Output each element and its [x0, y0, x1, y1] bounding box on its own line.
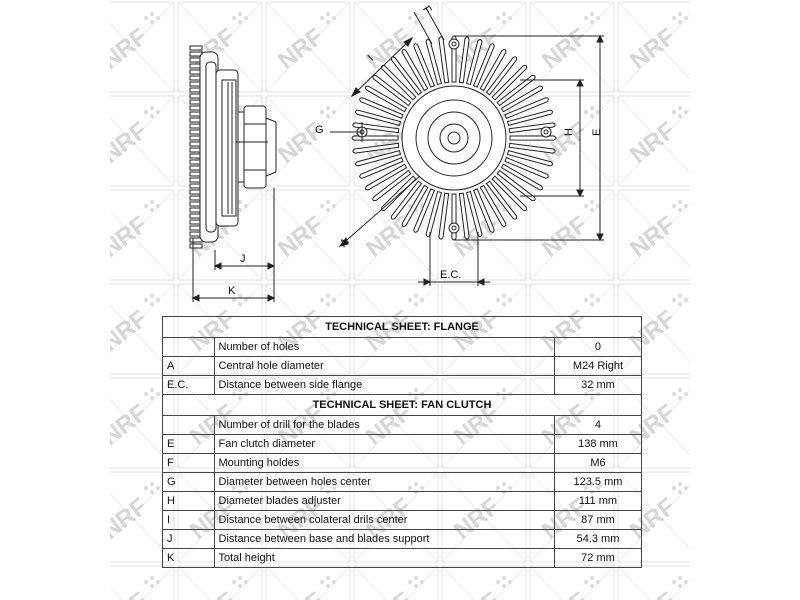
dimension-label-h: H [563, 128, 575, 136]
front-view [330, 8, 604, 286]
row-description: Number of drill for the blades [214, 416, 554, 435]
table-row [163, 530, 642, 549]
flange-section [163, 317, 642, 395]
dimension-label-a: A [337, 236, 352, 250]
row-code [163, 416, 215, 435]
row-code: F [163, 454, 215, 473]
side-view [190, 46, 276, 302]
row-code: G [163, 473, 215, 492]
row-description: Fan clutch diameter [214, 435, 554, 454]
table-row [163, 492, 642, 511]
table-row [163, 338, 642, 357]
fan-clutch-section-title: TECHNICAL SHEET: FAN CLUTCH [163, 395, 642, 416]
row-value: 123.5 mm [554, 473, 641, 492]
row-value: 72 mm [554, 549, 641, 568]
dimension-label-i: I [365, 53, 377, 64]
row-description: Distance between side flange [214, 376, 554, 395]
row-code: A [163, 357, 215, 376]
table-row [163, 511, 642, 530]
row-value: 0 [554, 338, 641, 357]
row-code: J [163, 530, 215, 549]
row-description: Diameter blades adjuster [214, 492, 554, 511]
table-row [163, 549, 642, 568]
row-value: M24 Right [554, 357, 641, 376]
fan-clutch-section [163, 395, 642, 568]
row-code: H [163, 492, 215, 511]
row-description: Total height [214, 549, 554, 568]
row-value: 138 mm [554, 435, 641, 454]
dimension-label-j: J [240, 253, 246, 265]
table-row [163, 416, 642, 435]
dimension-label-k: K [228, 285, 236, 297]
table-row [163, 376, 642, 395]
row-value: 87 mm [554, 511, 641, 530]
row-description: Number of holes [214, 338, 554, 357]
table-row [163, 435, 642, 454]
row-value: M6 [554, 454, 641, 473]
row-description: Diameter between holes center [214, 473, 554, 492]
dimension-label-g: G [315, 124, 324, 136]
row-code: I [163, 511, 215, 530]
row-value: 32 mm [554, 376, 641, 395]
table-row [163, 454, 642, 473]
row-code: K [163, 549, 215, 568]
row-code: E [163, 435, 215, 454]
row-code [163, 338, 215, 357]
row-value: 4 [554, 416, 641, 435]
dimension-label-f: F [419, 4, 434, 16]
row-code: E.C. [163, 376, 215, 395]
dimension-label-ec: E.C. [440, 269, 462, 281]
dimension-label-e: E [591, 128, 603, 136]
flange-section-title: TECHNICAL SHEET: FLANGE [163, 317, 642, 338]
row-description: Mounting holdes [214, 454, 554, 473]
row-value: 111 mm [554, 492, 641, 511]
row-value: 54.3 mm [554, 530, 641, 549]
row-description: Distance between colateral drils center [214, 511, 554, 530]
row-description: Central hole diameter [214, 357, 554, 376]
technical-sheet-table [162, 316, 642, 568]
row-description: Distance between base and blades support [214, 530, 554, 549]
table-row [163, 473, 642, 492]
table-row [163, 357, 642, 376]
